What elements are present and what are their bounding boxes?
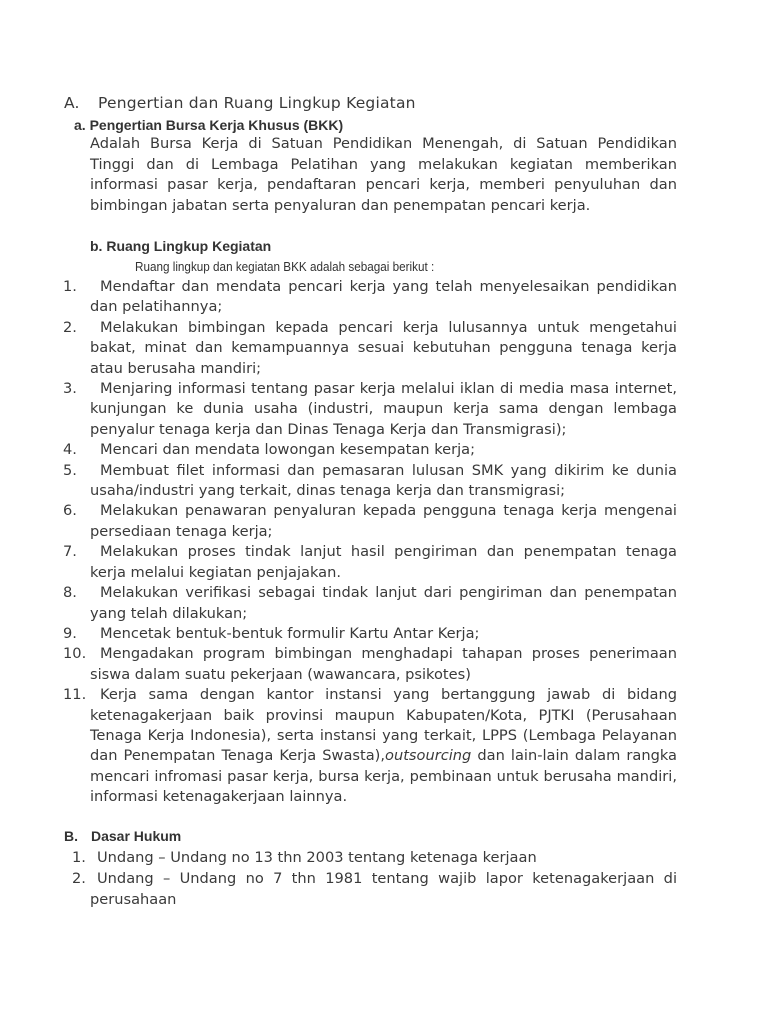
list-item (0, 277, 677, 318)
list-item-number: 3. (63, 380, 77, 398)
list-item-text: Undang – Undang no 7 thn 1981 tentang wajib lapor ketenagakerjaan di perusahaan (90, 870, 677, 908)
subsection-a-paragraph: Adalah Bursa Kerja di Satuan Pendidikan Menengah, di Satuan Pendidikan Tinggi dan di Lembaga Pelatihan yang melakukan kegiatan memberikan informasi pasar kerja, pendaftaran pencari kerja, memberi penyuluhan dan bimbingan jabatan serta penyaluran dan penempatan pencari kerja. (90, 135, 677, 214)
list-item-number: 11. (63, 686, 87, 704)
list-item-text: Melakukan verifikasi sebagai tindak lanjut dari pengiriman dan penempatan yang telah dilakukan; (90, 584, 677, 622)
list-item-number: 6. (63, 502, 77, 520)
section-a-heading (64, 94, 416, 112)
section-b-heading (64, 828, 181, 844)
list-item-text: Melakukan bimbingan kepada pencari kerja lulusannya untuk mengetahui bakat, minat dan kemampuannya sesuai kebutuhan pengguna tenaga kerja atau berusaha mandiri; (90, 318, 677, 377)
list-item-number: 10. (63, 645, 87, 663)
list-item-number: 2. (63, 318, 77, 336)
section-a-number: A. (64, 94, 80, 112)
list-item-number: 9. (63, 624, 77, 642)
list-item-text: Menjaring informasi tentang pasar kerja melalui iklan di media masa internet, kunjungan ke dunia usaha (industri, maupun kerja sama dengan lembaga penyalur tenaga kerja dan Dinas Tenaga Kerja dan Transmigrasi); (90, 380, 677, 438)
list-item-text: Membuat filet informasi dan pemasaran lulusan SMK yang dikirim ke dunia usaha/industri yang terkait, dinas tenaga kerja dan transmigrasi; (90, 461, 677, 500)
list-item (0, 644, 677, 685)
list-item (0, 583, 677, 624)
list-item-text: Mengadakan program bimbingan menghadapi tahapan proses penerimaan siswa dalam suatu pekerjaan (wawancara, psikotes) (90, 645, 677, 683)
list-item-text: Melakukan penawaran penyaluran kepada pengguna tenaga kerja mengenai persediaan tenaga kerja; (90, 502, 677, 540)
list-item-number: 5. (63, 461, 77, 479)
list-item (0, 461, 677, 502)
list-item-number: 7. (63, 543, 77, 561)
list-item (0, 440, 677, 460)
section-b-number: B. (64, 828, 78, 844)
list-item (0, 318, 677, 379)
list-item (0, 379, 677, 440)
list-item-number: 1. (72, 849, 86, 866)
list-item-number: 4. (63, 441, 77, 459)
list-item-text: Mendaftar dan mendata pencari kerja yang telah menyelesaikan pendidikan dan pelatihannya; (90, 278, 677, 316)
list-item (0, 624, 677, 644)
list-item-text: Melakukan proses tindak lanjut hasil pengiriman dan penempatan tenaga kerja melalui kegiatan penjajakan. (90, 543, 677, 581)
list-item-text (90, 685, 677, 807)
list-item-text: Undang – Undang no 13 thn 2003 tentang ketenaga kerjaan (97, 849, 537, 866)
activity-list (0, 277, 677, 808)
section-a-title: Pengertian dan Ruang Lingkup Kegiatan (98, 94, 416, 112)
list-item-text-part: Kerja sama dengan kantor instansi yang bertanggung jawab di bidang ketenagakerjaan baik provinsi maupun Kabupaten/Kota, PJTKI (Perusahaan Tenaga Kerja Indonesia), serta instansi yang terkait, LPPS (Lembaga Pelayanan dan Penempatan Tenaga Kerja Swasta), (90, 686, 677, 765)
list-item-number: 8. (63, 584, 77, 602)
section-b-title: Dasar Hukum (91, 828, 182, 844)
list-item-text-italic: outsourcing (385, 747, 472, 765)
list-item-text: Mencetak bentuk-bentuk formulir Kartu Antar Kerja; (100, 624, 480, 642)
legal-basis-list (0, 847, 677, 910)
list-item-text-part: dan lain-lain dalam rangka mencari infromasi pasar kerja, bursa kerja, pembinaan untuk berusaha mandiri, informasi ketenagakerjaan lainnya. (90, 747, 677, 806)
list-item-number: 2. (72, 870, 86, 887)
list-item (0, 501, 677, 542)
list-item (0, 868, 677, 910)
list-item-text: Mencari dan mendata lowongan kesempatan kerja; (100, 441, 476, 459)
subsection-b-intro: Ruang lingkup dan kegiatan BKK adalah sebagai berikut : (135, 259, 435, 274)
subsection-a-title: a. Pengertian Bursa Kerja Khusus (BKK) (74, 117, 344, 133)
list-item-number: 1. (63, 278, 77, 295)
list-item (0, 847, 677, 868)
list-item (0, 685, 677, 807)
subsection-b-title: b. Ruang Lingkup Kegiatan (90, 238, 272, 254)
list-item (0, 542, 677, 583)
